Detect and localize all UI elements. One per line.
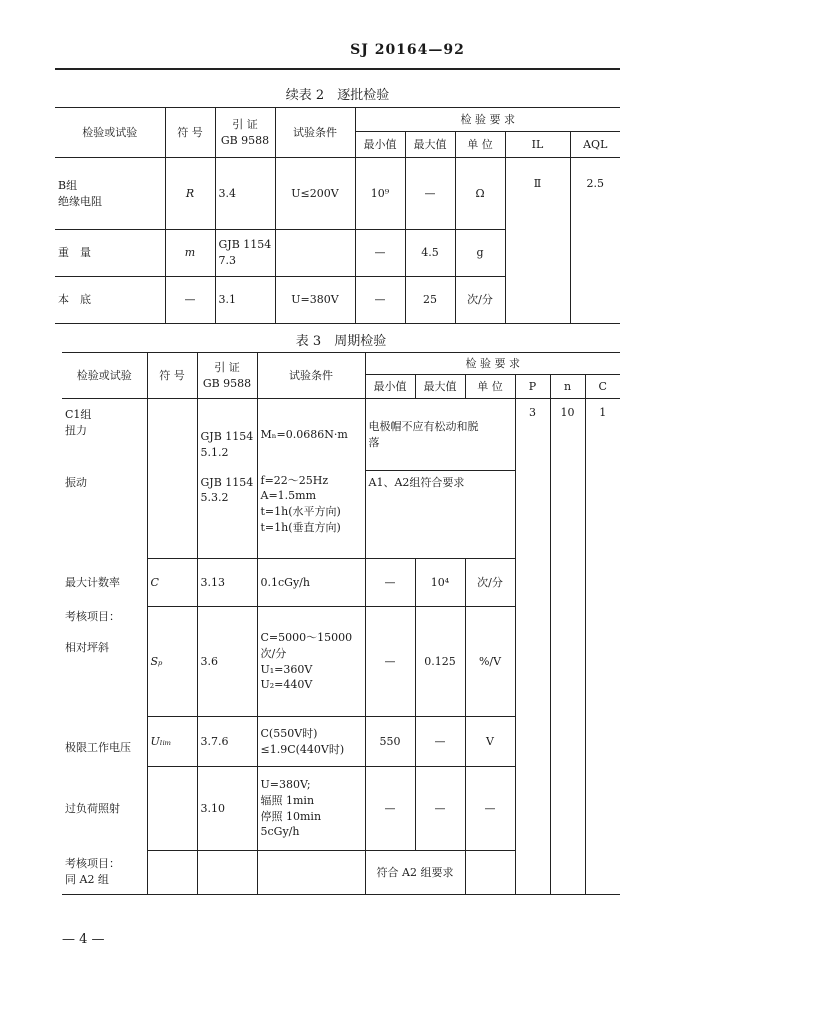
table2-head-aql: AQL — [570, 132, 620, 158]
table2-head-ref: 引 证 GB 9588 — [215, 108, 275, 158]
table3-row5-item: 极限工作电压 — [65, 740, 131, 754]
table3-row6-cond: U=380V; 辐照 1min 停照 10min 5cGy/h — [257, 767, 365, 851]
table2-row2-cond — [275, 230, 355, 277]
table3-row3-max: 10⁴ — [415, 559, 465, 607]
table3-row5-min: 550 — [365, 717, 415, 767]
table3-row1-cond: Mₙ=0.0686N·m — [257, 399, 365, 471]
table2-row2-max: 4.5 — [405, 230, 455, 277]
table2-head-item: 检验或试验 — [55, 108, 165, 158]
table3-row2-cond: f=22～25Hz A=1.5mm t=1h(水平方向) t=1h(垂直方向) — [257, 471, 365, 559]
table3-row5-max: — — [415, 717, 465, 767]
table3-row2-ref: GJB 1154 5.3.2 — [197, 471, 257, 559]
table3-row7-item: 考核项目： 同 A2 组 — [62, 851, 147, 895]
table2-head-req: 检 验 要 求 — [355, 108, 620, 132]
table3-n-value: 10 — [550, 399, 585, 895]
table3 — [62, 352, 620, 895]
table3-row1-ref: GJB 1154 5.1.2 — [197, 399, 257, 471]
table3-row6-unit: — — [465, 767, 515, 851]
table3-head-min: 最小值 — [365, 375, 415, 399]
table3-row5-cond: C(550V时) ≤1.9C(440V时) — [257, 717, 365, 767]
table3-head-cond: 试验条件 — [257, 353, 365, 399]
standard-code: SJ 20164—92 — [350, 42, 465, 58]
table2-row2-min: — — [355, 230, 405, 277]
table2-head-cond: 试验条件 — [275, 108, 355, 158]
table3-row2-symbol — [147, 471, 197, 559]
page-number: — 4 — — [62, 932, 105, 947]
table3-row1-symbol — [147, 399, 197, 471]
table2-row2-unit: g — [455, 230, 505, 277]
table2-caption: 续表 2 逐批检验 — [285, 88, 390, 103]
table2-row3-item: 本 底 — [55, 277, 165, 324]
table3-head-req: 检 验 要 求 — [365, 353, 620, 375]
table3-row5-symbol: Uₗᵢₘ — [147, 717, 197, 767]
table2 — [55, 107, 620, 324]
table2-row2-ref: GJB 1154 7.3 — [215, 230, 275, 277]
table2-row3-min: — — [355, 277, 405, 324]
table2-il-value: Ⅱ — [505, 158, 570, 324]
table3-row7-symbol — [147, 851, 197, 895]
table3-head-unit: 单 位 — [465, 375, 515, 399]
table3-p-value: 3 — [515, 399, 550, 895]
table2-row1-min: 10⁹ — [355, 158, 405, 230]
table3-row4-unit: %/V — [465, 607, 515, 717]
table2-row3-ref: 3.1 — [215, 277, 275, 324]
table3-row1-item: C1组 扭力 — [65, 408, 92, 437]
table3-head-n: n — [550, 375, 585, 399]
table2-row3-max: 25 — [405, 277, 455, 324]
table2-row3-symbol: — — [165, 277, 215, 324]
table3-row4-symbol: Sₚ — [147, 607, 197, 717]
table3-head-item: 检验或试验 — [62, 353, 147, 399]
table3-row7-ref — [197, 851, 257, 895]
table3-row4-ref: 3.6 — [197, 607, 257, 717]
table3-row5-ref: 3.7.6 — [197, 717, 257, 767]
table3-row5-unit: V — [465, 717, 515, 767]
table3-row6-symbol — [147, 767, 197, 851]
table2-head-il: IL — [505, 132, 570, 158]
table2-row1-ref: 3.4 — [215, 158, 275, 230]
table3-c-value: 1 — [585, 399, 620, 895]
table2-row3-cond: U=380V — [275, 277, 355, 324]
table3-row7-empty — [465, 851, 515, 895]
table2-aql-value: 2.5 — [570, 158, 620, 324]
table3-head-symbol: 符 号 — [147, 353, 197, 399]
table3-head-p: P — [515, 375, 550, 399]
table2-head-symbol: 符 号 — [165, 108, 215, 158]
table3-row2-req: A1、A2组符合要求 — [365, 471, 515, 559]
table3-row3-min: — — [365, 559, 415, 607]
table3-row7-cond — [257, 851, 365, 895]
table3-row3-cond: 0.1cGy/h — [257, 559, 365, 607]
table2-head-unit: 单 位 — [455, 132, 505, 158]
table3-row3-symbol: C — [147, 559, 197, 607]
table3-row4-item: 考核项目： 相对坪斜 — [65, 609, 120, 655]
table3-row7-req: 符合 A2 组要求 — [365, 851, 465, 895]
table3-row6-item: 过负荷照射 — [65, 801, 120, 815]
table2-row1-max: — — [405, 158, 455, 230]
table2-head-min: 最小值 — [355, 132, 405, 158]
table2-row1-symbol: R — [165, 158, 215, 230]
table3-row6-min: — — [365, 767, 415, 851]
table-row — [55, 158, 620, 230]
table3-row3-item: 最大计数率 — [65, 575, 120, 589]
table2-row1-cond: U≤200V — [275, 158, 355, 230]
table2-row3-unit: 次/分 — [455, 277, 505, 324]
table3-row6-max: — — [415, 767, 465, 851]
table3-row4-min: — — [365, 607, 415, 717]
table2-row1-item: B组 绝缘电阻 — [58, 178, 102, 208]
table3-head-max: 最大值 — [415, 375, 465, 399]
table2-head-max: 最大值 — [405, 132, 455, 158]
header-rule — [55, 68, 620, 70]
table2-row2-item: 重 量 — [55, 230, 165, 277]
table3-row3-unit: 次/分 — [465, 559, 515, 607]
table3-row3-ref: 3.13 — [197, 559, 257, 607]
table2-row1-unit: Ω — [455, 158, 505, 230]
table3-row1-req: 电极帽不应有松动和脱 落 — [365, 399, 515, 471]
table3-row2-item: 振动 — [65, 475, 87, 489]
table3-caption: 表 3 周期检验 — [295, 334, 387, 349]
table3-head-c: C — [585, 375, 620, 399]
table3-row4-max: 0.125 — [415, 607, 465, 717]
table-row — [62, 399, 620, 471]
table3-row6-ref: 3.10 — [197, 767, 257, 851]
table2-row2-symbol: m — [165, 230, 215, 277]
table3-head-ref: 引 证 GB 9588 — [197, 353, 257, 399]
table3-row4-cond: C=5000～15000 次/分 U₁=360V U₂=440V — [257, 607, 365, 717]
